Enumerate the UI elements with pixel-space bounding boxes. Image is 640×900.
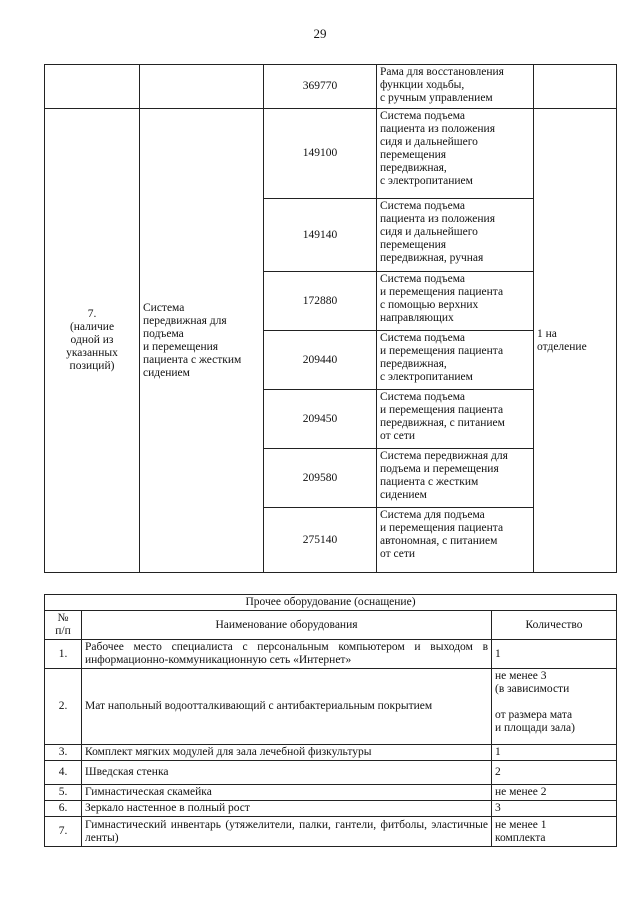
table-row xyxy=(45,640,617,669)
row-number: 6. xyxy=(45,801,82,817)
code-cell: 209440 xyxy=(264,331,377,390)
header-num: № п/п xyxy=(45,611,82,640)
table-row xyxy=(45,745,617,761)
name-cell: Система подъема пациента из положения сидя и дальнейшего перемещения передвижная, с электропитанием xyxy=(377,109,534,199)
row-name: Мат напольный водоотталкивающий с антибактериальным покрытием xyxy=(82,669,492,745)
table-row xyxy=(45,785,617,801)
row-number: 1. xyxy=(45,640,82,669)
row-qty: не менее 3 (в зависимости от размера мата и площади зала) xyxy=(492,669,617,745)
row-name: Комплект мягких модулей для зала лечебной физкультуры xyxy=(82,745,492,761)
other-equipment-table xyxy=(44,594,617,847)
row-number: 4. xyxy=(45,761,82,785)
table-row xyxy=(45,65,617,109)
row-number: 5. xyxy=(45,785,82,801)
empty-cell xyxy=(45,65,140,109)
table-title-row xyxy=(45,595,617,611)
code-cell: 209450 xyxy=(264,390,377,449)
header-qty: Количество xyxy=(492,611,617,640)
code-cell: 369770 xyxy=(264,65,377,109)
row-qty: 3 xyxy=(492,801,617,817)
row-name: Рабочее место специалиста с персональным компьютером и выходом в информационно-коммуникационную сеть «Интернет» xyxy=(82,640,492,669)
header-name: Наименование оборудования xyxy=(82,611,492,640)
name-cell: Система подъема и перемещения пациента передвижная, с электропитанием xyxy=(377,331,534,390)
table-row xyxy=(45,669,617,745)
name-cell: Система передвижная для подъема и перемещения пациента с жестким сидением xyxy=(377,449,534,508)
name-cell: Рама для восстановления функции ходьбы, с ручным управлением xyxy=(377,65,534,109)
table-row xyxy=(45,761,617,785)
row-number: 2. xyxy=(45,669,82,745)
name-cell: Система подъема пациента из положения сидя и дальнейшего перемещения передвижная, ручная xyxy=(377,199,534,272)
row-name: Гимнастический инвентарь (утяжелители, палки, гантели, фитболы, эластичные ленты) xyxy=(82,817,492,847)
name-cell: Система подъема и перемещения пациента передвижная, с питанием от сети xyxy=(377,390,534,449)
code-cell: 172880 xyxy=(264,272,377,331)
row-number: 7. xyxy=(45,817,82,847)
table-row xyxy=(45,817,617,847)
empty-cell xyxy=(534,65,617,109)
code-cell: 275140 xyxy=(264,508,377,573)
row-name: Шведская стенка xyxy=(82,761,492,785)
table-title: Прочее оборудование (оснащение) xyxy=(45,595,617,611)
table-row xyxy=(45,801,617,817)
name-cell: Система подъема и перемещения пациента с помощью верхних направляющих xyxy=(377,272,534,331)
row-qty: 1 xyxy=(492,745,617,761)
row-qty: 1 xyxy=(492,640,617,669)
code-cell: 209580 xyxy=(264,449,377,508)
row-name: Зеркало настенное в полный рост xyxy=(82,801,492,817)
row-name: Гимнастическая скамейка xyxy=(82,785,492,801)
table-row xyxy=(45,109,617,199)
group-type-cell: Система передвижная для подъема и перемещения пациента с жестким сидением xyxy=(140,109,264,573)
row-number: 3. xyxy=(45,745,82,761)
page-number: 29 xyxy=(313,26,327,41)
row-qty: не менее 1 комплекта xyxy=(492,817,617,847)
code-cell: 149140 xyxy=(264,199,377,272)
name-cell: Система для подъема и перемещения пациента автономная, с питанием от сети xyxy=(377,508,534,573)
empty-cell xyxy=(140,65,264,109)
equipment-table xyxy=(44,64,617,573)
row-qty: 2 xyxy=(492,761,617,785)
table-header-row xyxy=(45,611,617,640)
row-qty: не менее 2 xyxy=(492,785,617,801)
group-quantity-cell: 1 на отделение xyxy=(534,109,617,573)
code-cell: 149100 xyxy=(264,109,377,199)
group-number-cell: 7. (наличие одной из указанных позиций) xyxy=(45,109,140,573)
